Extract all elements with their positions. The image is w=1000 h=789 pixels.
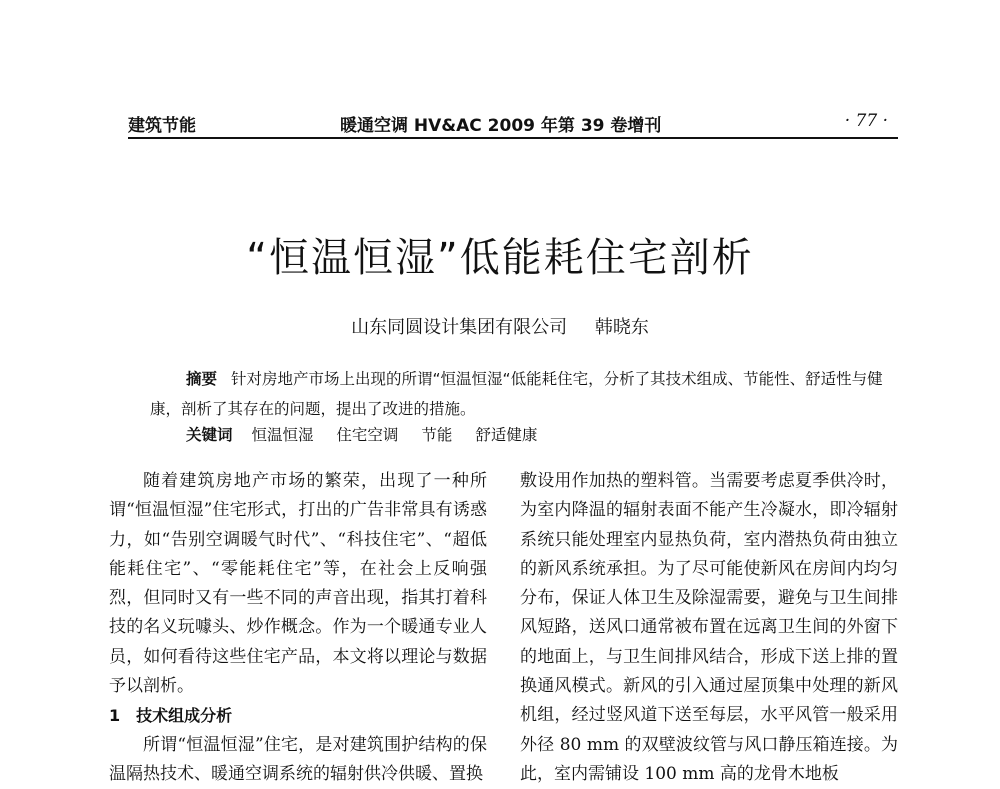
body-column-left <box>109 467 487 789</box>
abstract-paragraph <box>150 364 890 424</box>
abstract-text: 针对房地产市场上出现的所谓“恒温恒湿“低能耗住宅，分析了其技术组成、节能性、舒适性与健康，剖析了其存在的问题，提出了改进的措施。 <box>150 370 883 418</box>
keyword-item: 节能 <box>421 426 453 444</box>
keyword-item: 舒适健康 <box>475 426 538 444</box>
keyword-item: 恒温恒湿 <box>251 426 314 444</box>
author-affiliation: 山东同圆设计集团有限公司 <box>351 317 568 338</box>
article-title: “恒温恒湿”低能耗住宅剖析 <box>246 235 754 281</box>
byline <box>0 313 1000 339</box>
header-section-label: 建筑节能 <box>128 116 196 136</box>
header-page-number: · 77 · <box>844 111 888 131</box>
body-column-right <box>520 467 898 789</box>
abstract <box>150 364 890 424</box>
intro-paragraph: 随着建筑房地产市场的繁荣，出现了一种所谓“恒温恒湿”住宅形式，打出的广告非常具有诱惑力，如“告别空调暖气时代”、“科技住宅”、“超低能耗住宅”、“零能耗住宅”等，在社会上反响强烈，但同时又有一些不同的声音出现，指其打着科技的名义玩噱头、炒作概念。作为一个暖通专业人员，如何看待这些住宅产品，本文将以理论与数据予以剖析。 <box>109 471 487 697</box>
section-paragraph: 所谓“恒温恒湿”住宅，是对建筑围护结构的保温隔热技术、暖通空调系统的辐射供冷供暖、置换 <box>109 734 487 784</box>
abstract-label: 摘要 <box>186 370 218 388</box>
keywords <box>186 423 555 445</box>
continued-paragraph: 敷设用作加热的塑料管。当需要考虑夏季供冷时，为室内降温的辐射表面不能产生冷凝水，即冷辐射系统只能处理室内显热负荷，室内潜热负荷由独立的新风系统承担。为了尽可能使新风在房间内均匀分布，保证人体卫生及除湿需要，避免与卫生间排风短路，送风口通常被布置在远离卫生间的外窗下的地面上，与卫生间排风结合，形成下送上排的置换通风模式。新风的引入通过屋顶集中处理的新风机组，经过竖风道下送至每层，水平风管一般采用外径 80 mm 的双壁波纹管与风口静压箱连接。为此，室内需铺设 100 mm 高的龙骨木地板 <box>520 471 898 784</box>
keyword-item: 住宅空调 <box>336 426 399 444</box>
header-journal-info: 暖通空调 HV&AC 2009 年第 39 卷增刊 <box>340 116 662 136</box>
author-name: 韩晓东 <box>594 317 649 338</box>
running-header <box>128 111 898 139</box>
keywords-label: 关键词 <box>186 426 233 444</box>
section-heading: 1 技术组成分析 <box>109 706 233 726</box>
